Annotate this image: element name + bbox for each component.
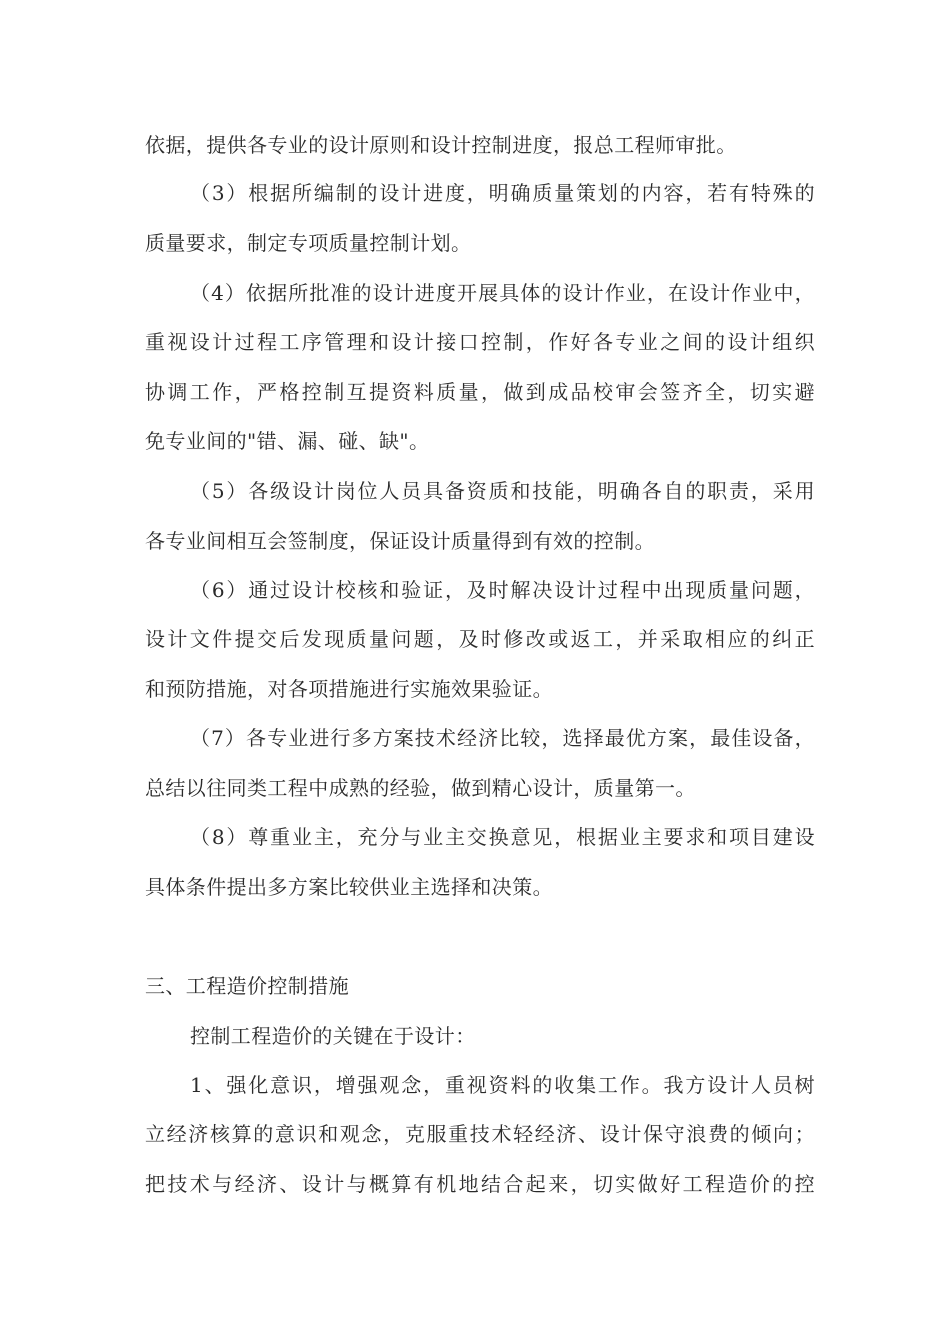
text-line: （7）各专业进行多方案技术经济比较，选择最优方案，最佳设备， — [190, 726, 815, 750]
text-line: 质量要求，制定专项质量控制计划。 — [145, 231, 472, 255]
text-line: 免专业间的"错、漏、碰、缺"。 — [145, 429, 430, 453]
text-line: （3）根据所编制的设计进度，明确质量策划的内容，若有特殊的 — [190, 181, 815, 205]
text-line: 具体条件提出多方案比较供业主选择和决策。 — [145, 875, 553, 899]
text-line: 控制工程造价的关键在于设计： — [190, 1024, 476, 1048]
text-line: 重视设计过程工序管理和设计接口控制，作好各专业之间的设计组织 — [145, 330, 815, 354]
text-line: 1、强化意识，增强观念，重视资料的收集工作。我方设计人员树 — [190, 1073, 815, 1097]
text-line: 协调工作，严格控制互提资料质量，做到成品校审会签齐全，切实避 — [145, 380, 815, 404]
text-line: （5）各级设计岗位人员具备资质和技能，明确各自的职责，采用 — [190, 479, 815, 503]
text-line: （8）尊重业主，充分与业主交换意见，根据业主要求和项目建设 — [190, 825, 815, 849]
text-line: （4）依据所批准的设计进度开展具体的设计作业，在设计作业中， — [190, 281, 815, 305]
text-line: 各专业间相互会签制度，保证设计质量得到有效的控制。 — [145, 529, 655, 553]
text-line: 设计文件提交后发现质量问题，及时修改或返工，并采取相应的纠正 — [145, 627, 815, 651]
text-line: 依据，提供各专业的设计原则和设计控制进度，报总工程师审批。 — [145, 133, 737, 157]
text-line: 把技术与经济、设计与概算有机地结合起来，切实做好工程造价的控 — [145, 1172, 815, 1196]
section-heading: 三、工程造价控制措施 — [145, 974, 349, 998]
text-line: 立经济核算的意识和观念，克服重技术轻经济、设计保守浪费的倾向； — [145, 1122, 815, 1146]
text-line: 总结以往同类工程中成熟的经验，做到精心设计，质量第一。 — [145, 776, 696, 800]
text-line: 和预防措施，对各项措施进行实施效果验证。 — [145, 677, 553, 701]
text-line: （6）通过设计校核和验证，及时解决设计过程中出现质量问题， — [190, 578, 815, 602]
